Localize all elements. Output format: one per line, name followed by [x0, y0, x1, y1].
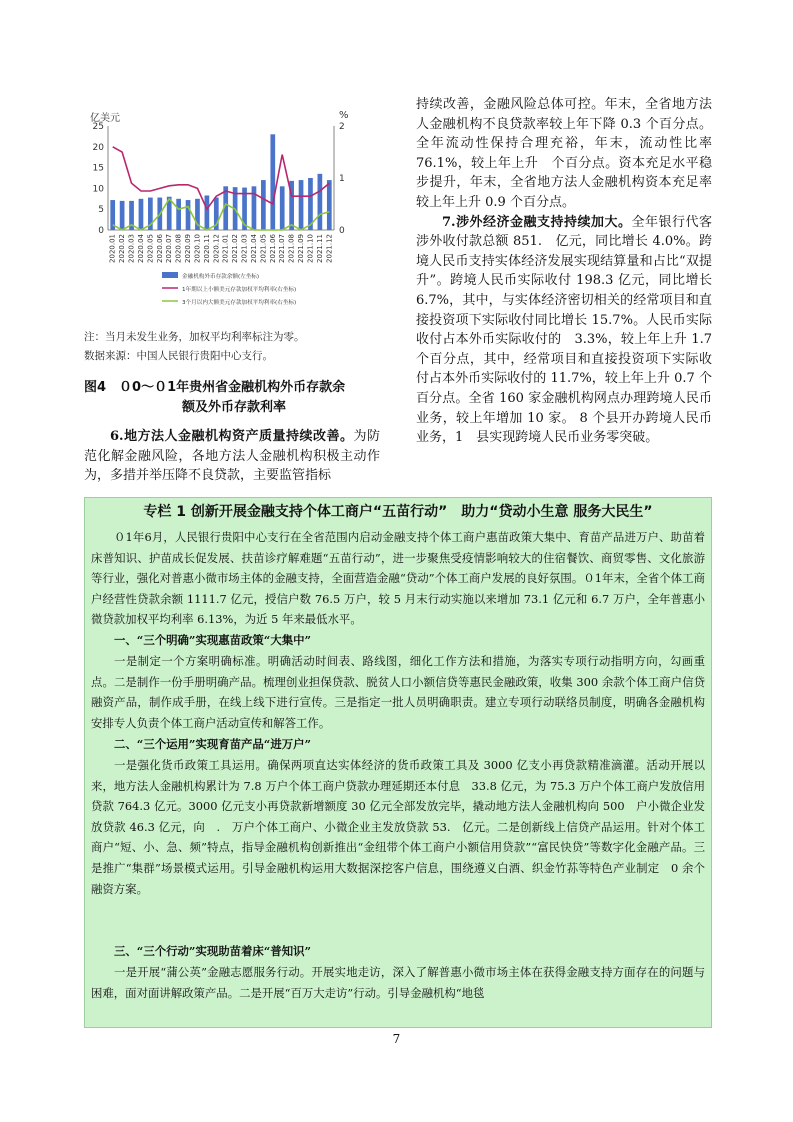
box-heading-3: 三、“三个行动”实现助苗着床“普知识”: [114, 944, 312, 958]
chart-bar: [280, 186, 285, 230]
box-paragraph-3: 一是强化货币政策工具运用。确保两项直达实体经济的货币政策工具及 3000 亿支小再贷款精准滴灌。活动开展以来，地方法人金融机构累计为 7.8 万户个体工商户贷款办理延期还本付息 33.8 亿元，为 75.3 万户个体工商户发放信用贷款 764.3 亿元。3000 亿元支小再贷款新增额度 30 亿元全部发放完毕，撬动地方法人金融机构向 500 户小微企业发放贷款 46.3 亿元，向 . 万户个体工商户、小微企业主发放贷款 53. 亿元。二是创新线上信贷产品运用。针对个体工商户“短、小、急、频”特点，指导金融机构创新推出“金纽带个体工商户小额信用贷款”“富民快贷”等数字化金融产品。三是推广“集群”场景模式运用。引导金融机构运用大数据深挖客户信息，围绕遵义白酒、织金竹荪等特色产业制定 0 余个融资方案。: [91, 758, 705, 896]
figure-note: 注：当月未发生业务，加权平均利率标注为零。: [84, 331, 305, 343]
chart-left-tick-label: 0: [98, 226, 104, 236]
chart-x-tick-label: 2020.01: [108, 234, 117, 263]
chart-x-tick-label: 2021.12: [325, 234, 334, 263]
box-heading-2: 二、“三个运用”实现育苗产品“进万户”: [114, 737, 312, 751]
chart-left-tick-label: 10: [92, 184, 104, 195]
left-column-text: 为防范化解金融风险，各地方法人金融机构积极主动作为，多措并举压降不良贷款，主要监管指标: [84, 429, 380, 484]
chart-x-tick-label: 2021.05: [259, 234, 268, 263]
chart-legend-swatch: [162, 272, 178, 278]
chart-x-tick-label: 2021.01: [221, 234, 230, 263]
section-heading-7: 7.涉外经济金融支持持续加大。: [442, 214, 632, 230]
chart-line-3m-large-usd-rate: [113, 199, 330, 230]
chart-bar: [139, 199, 144, 230]
chart-x-tick-label: 2021.08: [287, 234, 296, 263]
chart-x-tick-label: 2020.03: [127, 234, 136, 263]
chart-x-tick-label: 2021.10: [306, 234, 315, 263]
chart-left-axis-label: 亿美元: [90, 113, 120, 124]
chart-bar: [318, 174, 323, 230]
page-number: 7: [392, 1032, 401, 1046]
chart-bar: [261, 180, 266, 230]
right-col-para-1: 持续改善，金融风险总体可控。年末，全省地方法人金融机构不良贷款率较上年下降 0.3 个百分点。全年流动性保持合理充裕，年末，流动性比率 76.1%，较上年上升 个百分点。资本充足水平稳步提升，年末，全省地方法人金融机构资本充足率较上年上升 0.9 个百分点。: [416, 97, 712, 210]
right-col-para-2: [416, 213, 712, 448]
chart-x-tick-label: 2020.08: [174, 234, 183, 263]
chart-line-1yr-small-usd-rate: [113, 147, 330, 209]
chart-x-tick-label: 2020.05: [146, 234, 155, 263]
chart-bar: [205, 195, 210, 230]
chart-legend-label: 金融机构外币存款余额(左坐标): [182, 274, 260, 280]
special-column-box: [84, 497, 712, 1028]
right-column: [416, 95, 712, 448]
right-col-para-2-text: 全年银行代客涉外收付款总额 851. 亿元，同比增长 4.0%。跨境人民币支持实体经济发展实现结算量和占比“双提升”。跨境人民币实际收付 198.3 亿元，同比增长 6.7%，其中，与实体经济密切相关的经常项目和直接投资项下实际收付同比增长 15.7%。人民币实际收付占本外币实际收付的 3.3%，较上年上升 1.7 个百分点，其中，经常项目和直接投资项下实际收付占本外币实际收付的 11.7%，较上年上升 0.7 个百分点。全省 160 家金融机构网点办理跨境人民币业务，较上年增加 10 家。 8 个县开办跨境人民币业务，1 县实现跨境人民币业务零突破。: [416, 214, 712, 446]
chart-bar: [176, 199, 181, 230]
chart-left-tick-label: 5: [98, 205, 104, 216]
figure-caption: [84, 378, 384, 418]
chart-x-tick-label: 2020.09: [184, 234, 192, 263]
chart-bar: [327, 180, 332, 230]
chart-x-tick-label: 2020.10: [193, 234, 202, 263]
left-column-paragraph: [84, 427, 380, 486]
box-paragraph-1: ０1年6月，人民银行贵阳中心支行在全省范围内启动金融支持个体工商户惠苗政策大集中、育苗产品进万户、助苗着床普知识、护苗成长促发展、扶苗诊疗解难题“五苗行动”，进一步聚焦受疫情影响较大的住宿餐饮、商贸零售、文化旅游等行业，强化对普惠小微市场主体的金融支持，全面营造金融“贷动”个体工商户发展的良好氛围。０1年末，全省个体工商户经营性贷款余额 1111.7 亿元，授信户数 76.5 万户，较 5 月末行动实施以来增加 73.1 亿元和 6.7 万户，全年普惠小微贷款加权平均利率 6.13%，为近 5 年来最低水平。: [91, 530, 705, 627]
chart-x-tick-label: 2020.04: [137, 234, 145, 263]
figure-source: 数据来源：中国人民银行贵阳中心支行。: [84, 350, 273, 362]
deposit-chart: [84, 96, 362, 328]
box-title: 专栏 1 创新开展金融支持个体工商户“五苗行动” 助力“贷动小生意 服务大民生”: [143, 504, 653, 520]
chart-right-tick-label: 2: [339, 122, 345, 132]
chart-x-tick-label: 2020.11: [202, 234, 211, 263]
chart-right-tick-label: 0: [339, 226, 345, 236]
chart-x-tick-label: 2021.07: [278, 234, 287, 263]
chart-right-axis-label: %: [339, 110, 349, 121]
figure-caption-line2: 额及外币存款利率: [181, 400, 286, 415]
figure-caption-line1: 图4 ０0～０1年贵州省金融机构外币存款余: [84, 380, 346, 395]
chart-left-tick-label: 15: [92, 163, 104, 174]
chart-bar: [120, 201, 125, 230]
chart-x-tick-label: 2021.06: [268, 234, 277, 263]
box-paragraph-4: 一是开展“蒲公英”金融志愿服务行动。开展实地走访，深入了解普惠小微市场主体在获得金融支持方面存在的问题与困难，面对面讲解政策产品。二是开展“百万大走访”行动。引导金融机构“地毯: [91, 965, 705, 1000]
chart-x-tick-label: 2021.02: [231, 234, 240, 263]
chart-bar: [186, 200, 191, 230]
chart-x-tick-label: 2020.07: [165, 234, 174, 263]
chart-left-tick-label: 25: [92, 122, 104, 132]
chart-x-tick-label: 2021.11: [315, 234, 324, 263]
chart-x-tick-label: 2021.09: [297, 234, 305, 263]
chart-legend-label: 3个月以内大额美元存款加权平均利率(右坐标): [182, 300, 297, 306]
section-heading-6: 6.地方法人金融机构资产质量持续改善。: [110, 429, 354, 444]
chart-bar: [270, 134, 275, 230]
chart-bar: [299, 180, 304, 230]
chart-x-tick-label: 2020.06: [155, 234, 164, 263]
chart-left-tick-label: 20: [92, 142, 104, 153]
chart-right-tick-label: 1: [339, 174, 345, 184]
chart-x-tick-label: 2021.04: [250, 234, 258, 263]
chart-x-tick-label: 2021.03: [240, 234, 249, 263]
chart-legend-label: 1年期以上小额美元存款加权平均利率(右坐标): [182, 287, 297, 293]
box-paragraph-2: 一是制定一个方案明确标准。明确活动时间表、路线图，细化工作方法和措施，为落实专项行动指明方向，勾画重点。二是制作一份手册明确产品。梳理创业担保贷款、脱贫人口小额信贷等惠民金融政策，收集 300 余款个体工商户信贷融资产品，制作成手册，在线上线下进行宣传。三是指定一批人员明确职责。建立专项行动联络员制度，明确各金融机构安排专人负责个体工商户活动宣传和解答工作。: [91, 654, 705, 730]
chart-x-tick-label: 2020.12: [212, 234, 221, 263]
chart-x-tick-label: 2020.02: [118, 234, 127, 263]
box-heading-1: 一、“三个明确”实现惠苗政策“大集中”: [114, 633, 312, 647]
